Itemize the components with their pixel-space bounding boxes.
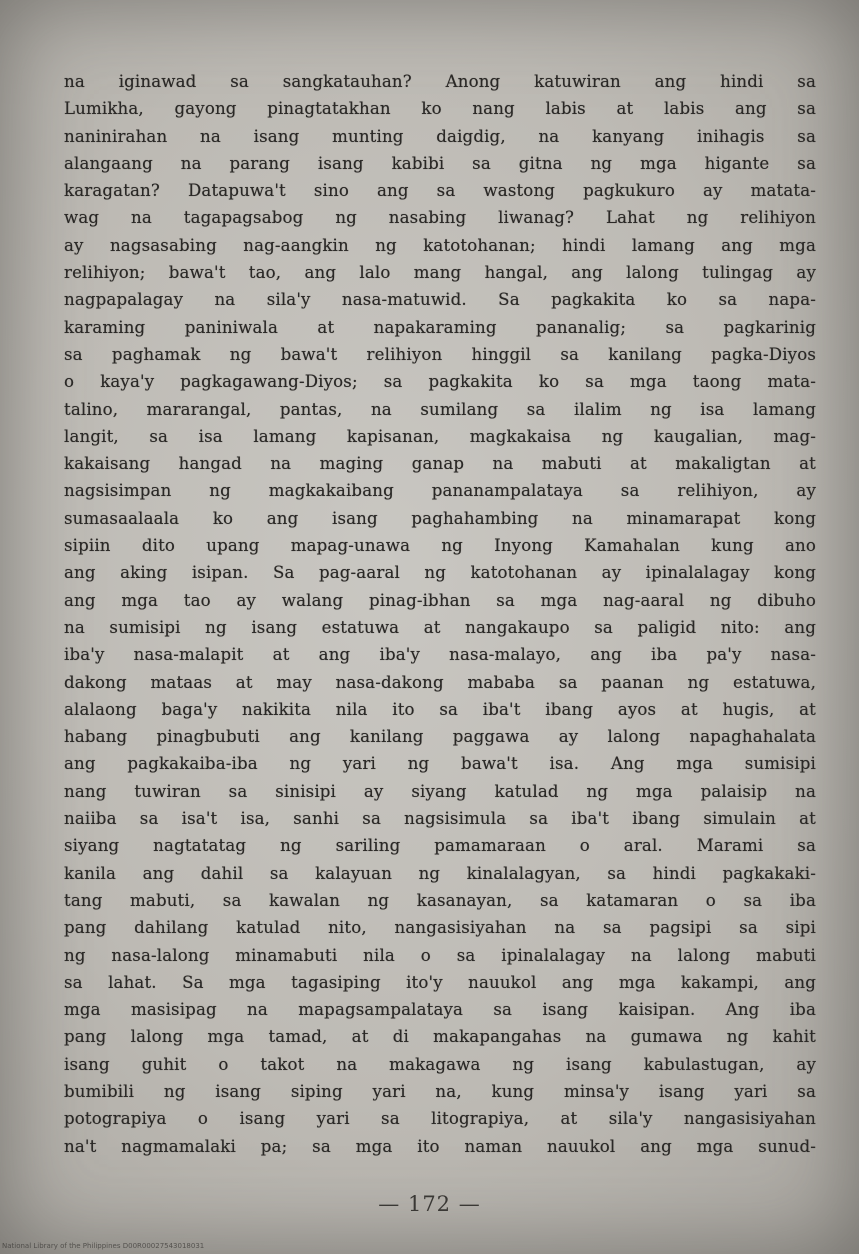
text-line: pang dahilang katulad nito, nangasisiyahan na sa pagsipi sa sipi bbox=[64, 918, 816, 938]
text-line: karaming paniniwala at napakaraming pananalig; sa pagkarinig bbox=[64, 317, 816, 337]
text-line: alangaang na parang isang kabibi sa gitna ng mga higante sa bbox=[64, 153, 816, 173]
text-line: nagpapalagay na sila'y nasa-matuwid. Sa pagkakita ko sa napa- bbox=[64, 290, 816, 310]
text-line: sa paghamak ng bawa't relihiyon hinggil sa kanilang pagka-Diyos bbox=[64, 344, 816, 364]
text-line: nagsisimpan ng magkakaibang pananampalataya sa relihiyon, ay bbox=[64, 481, 816, 501]
text-line: naiiba sa isa't isa, sanhi sa nagsisimula sa iba't ibang simulain at bbox=[64, 809, 816, 829]
text-line: ang mga tao ay walang pinag-ibhan sa mga nag-aaral ng dibuho bbox=[64, 590, 816, 610]
text-line: alalaong baga'y nakikita nila ito sa iba't ibang ayos at hugis, at bbox=[64, 699, 816, 719]
text-line: tang mabuti, sa kawalan ng kasanayan, sa katamaran o sa iba bbox=[64, 890, 816, 910]
text-line: Lumikha, gayong pinagtatakhan ko nang labis at labis ang sa bbox=[64, 99, 816, 119]
text-line: pang lalong mga tamad, at di makapangahas na gumawa ng kahit bbox=[64, 1027, 816, 1047]
text-line: bumibili ng isang siping yari na, kung minsa'y isang yari sa bbox=[64, 1081, 816, 1101]
text-line: langit, sa isa lamang kapisanan, magkakaisa ng kaugalian, mag- bbox=[64, 426, 816, 446]
text-line: ang aking isipan. Sa pag-aaral ng katotohanan ay ipinalalagay kong bbox=[64, 563, 816, 583]
text-line: sa lahat. Sa mga tagasiping ito'y nauukol ang mga kakampi, ang bbox=[64, 972, 816, 992]
text-line: habang pinagbubuti ang kanilang paggawa ay lalong napaghahalata bbox=[64, 727, 816, 747]
text-line: kanila ang dahil sa kalayuan ng kinalalagyan, sa hindi pagkakaki- bbox=[64, 863, 816, 883]
text-line: isang guhit o takot na makagawa ng isang kabulastugan, ay bbox=[64, 1054, 816, 1074]
text-line: wag na tagapagsabog ng nasabing liwanag? Lahat ng relihiyon bbox=[64, 208, 816, 228]
text-line: ang pagkakaiba-iba ng yari ng bawa't isa. Ang mga sumisipi bbox=[64, 754, 816, 774]
text-line: sipiin dito upang mapag-unawa ng Inyong Kamahalan kung ano bbox=[64, 536, 816, 556]
text-line: nang tuwiran sa sinisipi ay siyang katulad ng mga palaisip na bbox=[64, 781, 816, 801]
text-line: dakong mataas at may nasa-dakong mababa sa paanan ng estatuwa, bbox=[64, 672, 816, 692]
text-line: sumasaalaala ko ang isang paghahambing na minamarapat kong bbox=[64, 508, 816, 528]
text-line: ng nasa-lalong minamabuti nila o sa ipinalalagay na lalong mabuti bbox=[64, 945, 816, 965]
text-line: mga masisipag na mapagsampalataya sa isang kaisipan. Ang iba bbox=[64, 1000, 816, 1020]
text-line: potograpiya o isang yari sa litograpiya, at sila'y nangasisiyahan bbox=[64, 1109, 816, 1129]
text-line: talino, mararangal, pantas, na sumilang sa ilalim ng isa lamang bbox=[64, 399, 816, 419]
text-line: na sumisipi ng isang estatuwa at nangakaupo sa paligid nito: ang bbox=[64, 617, 816, 637]
text-line: relihiyon; bawa't tao, ang lalo mang hangal, ang lalong tulingag ay bbox=[64, 263, 816, 283]
text-line: siyang nagtatatag ng sariling pamamaraan o aral. Marami sa bbox=[64, 836, 816, 856]
text-line: kakaisang hangad na maging ganap na mabuti at makaligtan at bbox=[64, 454, 816, 474]
body-text bbox=[64, 68, 816, 1160]
text-line: o kaya'y pagkagawang-Diyos; sa pagkakita ko sa mga taong mata- bbox=[64, 372, 816, 392]
text-line: na iginawad sa sangkatauhan? Anong katuwiran ang hindi sa bbox=[64, 72, 816, 91]
page-number: — 172 — bbox=[378, 1192, 481, 1216]
text-line: naninirahan na isang munting daigdig, na kanyang inihagis sa bbox=[64, 126, 816, 146]
text-line: iba'y nasa-malapit at ang iba'y nasa-malayo, ang iba pa'y nasa- bbox=[64, 645, 816, 665]
text-line: na't nagmamalaki pa; sa mga ito naman nauukol ang mga sunud- bbox=[64, 1136, 816, 1156]
text-line: karagatan? Datapuwa't sino ang sa wastong pagkukuro ay matata- bbox=[64, 181, 816, 201]
text-line: ay nagsasabing nag-aangkin ng katotohanan; hindi lamang ang mga bbox=[64, 235, 816, 255]
library-footer-stamp: National Library of the Philippines D00R00027543018031 bbox=[2, 1242, 205, 1250]
